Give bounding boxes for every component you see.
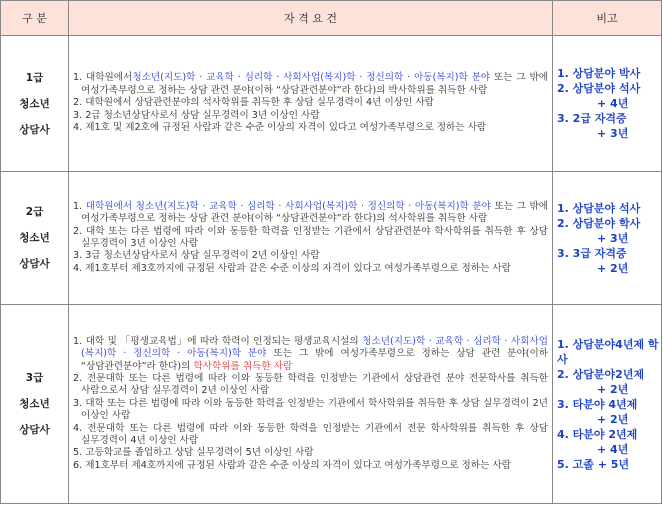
- requirement-number: 1.: [73, 72, 83, 84]
- remark-main: 4. 타분야 2년제: [557, 427, 638, 441]
- grade-row-1: [1, 36, 662, 172]
- requirement-item: [73, 423, 548, 448]
- requirement-item: [73, 110, 548, 122]
- requirement-text: 대학원에서: [82, 72, 133, 84]
- requirement-text: 또는 그 밖에 여성가족부령으로 정하는 상담 관련 분야(이하 “상담관련분야”라 한다)의: [81, 348, 548, 372]
- requirement-text: 또는 그 밖에 여성가족부령으로 정하는 상담 관련 분야(이하 “상담관련분야”라 한다)의 석사학위를 취득한 사람: [81, 200, 548, 225]
- requirement-item: [73, 201, 548, 226]
- grade-title: 상담사: [19, 123, 50, 136]
- remark-item: [557, 367, 661, 397]
- remark-item: [557, 246, 661, 276]
- requirement-number: 5.: [73, 447, 83, 459]
- remark-sub: + 2년: [597, 412, 629, 426]
- remark-main: 2. 상담분야 학사: [557, 216, 641, 230]
- header-requirements: 자 격 요 건: [69, 1, 553, 36]
- requirement-number: 3.: [73, 109, 83, 121]
- requirement-item: [73, 447, 548, 459]
- requirement-item: [73, 373, 548, 398]
- requirement-item: [73, 398, 548, 423]
- requirement-text: 고등학교를 졸업하고 상담 실무경력이 5년 이상인 사람: [82, 447, 314, 459]
- requirement-item: [73, 336, 548, 373]
- requirement-item: [73, 250, 548, 262]
- remark-main: 1. 상담분야 석사: [557, 201, 641, 215]
- remark-item: [557, 427, 661, 457]
- requirement-text: 전문대학 또는 다른 법령에 따라 이와 동등한 학력을 인정받는 기관에서 상담관련 분야 전문학사를 취득한 사람으로서 상담 실무경력이 2년 이상인 사람: [81, 372, 548, 397]
- remark-item: [557, 216, 661, 246]
- requirement-text: 대학 또는 다른 법령에 따라 이와 동등한 학력을 인정받는 기관에서 상담관련분야 학사학위를 취득한 후 상담 실무경력이 3년 이상인 사람: [81, 225, 548, 249]
- grade-level: 1급: [25, 71, 44, 84]
- remark-sub: + 3년: [597, 231, 629, 245]
- requirement-text: 제1호부터 제4호까지에 규정된 사람과 같은 수준 이상의 자격이 있다고 여성가족부령으로 정하는 사람: [82, 459, 511, 471]
- remarks-cell: [553, 36, 662, 172]
- grade-word: 청소년: [19, 232, 50, 244]
- remark-main: 3. 타분야 4년제: [557, 397, 638, 411]
- remark-sub: + 3년: [597, 127, 629, 140]
- remarks-cell: [553, 305, 662, 504]
- grade-label: [1, 172, 69, 305]
- requirement-number: 4.: [73, 262, 83, 274]
- requirement-text: 3급 청소년상담사로서 상담 실무경력이 2년 이상인 사람: [82, 250, 320, 262]
- requirement-text: 대학 및 「평생교육법」에 따라 학력이 인정되는 평생교육시설의: [82, 335, 363, 347]
- remark-item: [557, 337, 661, 367]
- requirements-cell: [69, 172, 553, 305]
- grade-word: 청소년: [19, 398, 50, 410]
- remark-sub: + 4년: [597, 442, 629, 456]
- requirement-item: [73, 122, 548, 134]
- requirement-number: 1.: [73, 335, 83, 347]
- remark-item: [557, 457, 661, 472]
- remark-item: [557, 201, 661, 216]
- grade-title: 상담사: [19, 424, 50, 436]
- requirement-item: [73, 72, 548, 97]
- remark-main: 1. 상담분야 박사: [557, 67, 641, 80]
- requirement-item: [73, 460, 548, 472]
- requirement-item: [73, 226, 548, 251]
- grade-row-2: [1, 172, 662, 305]
- requirement-text: 또는 그 밖에 여성가족부령으로 정하는 상담 관련 분야(이하 “상담관련분야”라 한다)의 박사학위를 취득한 사람: [81, 72, 548, 96]
- remark-main: 1. 상담분야4년제 학사: [557, 337, 659, 366]
- requirement-text: 2급 청소년상담사로서 상담 실무경력이 3년 이상인 사람: [82, 109, 320, 121]
- header-category: 구 분: [1, 1, 69, 36]
- grade-word: 청소년: [19, 97, 50, 110]
- grade-level: 2급: [25, 206, 44, 218]
- requirements-cell: [69, 305, 553, 504]
- grade-level: 3급: [25, 372, 44, 384]
- requirement-text: 전문대학 또는 다른 법령에 따라 이와 동등한 학력을 인정받는 기관에서 전문 학사학위를 취득한 후 상담 실무경력이 4년 이상인 사람: [81, 422, 548, 447]
- requirement-item: [73, 97, 548, 109]
- requirement-number: 2.: [73, 225, 83, 237]
- remark-sub: + 2년: [597, 382, 629, 396]
- requirements-cell: [69, 36, 553, 172]
- grade-title: 상담사: [19, 258, 50, 270]
- header-remarks: 비고: [553, 1, 662, 36]
- remark-main: 5. 고졸 + 5년: [557, 457, 630, 471]
- remark-sub: + 2년: [597, 261, 629, 275]
- remark-item: [557, 397, 661, 427]
- requirement-number: 4.: [73, 422, 83, 434]
- requirement-text: 대학 또는 다른 법령에 따라 이와 동등한 학력을 인정받는 기관에서 학사학위를 취득한 후 상담 실무경력이 2년 이상인 사람: [81, 397, 548, 422]
- requirement-text: 대학원에서 상담관련분야의 석사학위를 취득한 후 상담 실무경력이 4년 이상인 사람: [82, 97, 434, 109]
- requirement-text: 대학원에서 청소년(지도)학 · 교육학 · 심리학 · 사회사업(복지)학 · 정신의학 · 아동(복지)학 분야: [82, 200, 491, 212]
- requirement-number: 6.: [73, 459, 83, 471]
- requirement-item: [73, 263, 548, 275]
- grade-row-3: [1, 305, 662, 504]
- remark-item: [557, 81, 661, 111]
- grade-label: [1, 36, 69, 172]
- remark-main: 3. 3급 자격증: [557, 246, 627, 260]
- remark-main: 2. 상담분야2년제: [557, 367, 645, 381]
- remark-item: [557, 111, 661, 141]
- requirement-number: 4.: [73, 122, 83, 134]
- requirement-number: 3.: [73, 397, 83, 409]
- remark-main: 2. 상담분야 석사: [557, 82, 641, 95]
- remark-item: [557, 66, 661, 81]
- requirement-number: 1.: [73, 200, 83, 212]
- remarks-cell: [553, 172, 662, 305]
- remark-sub: + 4년: [597, 97, 629, 110]
- header-row: [1, 1, 662, 36]
- remark-main: 3. 2급 자격증: [557, 112, 627, 125]
- requirement-number: 2.: [73, 97, 83, 109]
- requirement-text: 제1호 및 제2호에 규정된 사람과 같은 수준 이상의 자격이 있다고 여성가족부령으로 정하는 사람: [82, 122, 487, 134]
- requirement-text: 청소년(지도)학 · 교육학 · 심리학 · 사회사업(복지)학 · 정신의학 · 아동(복지)학 분야: [132, 72, 491, 84]
- grade-label: [1, 305, 69, 504]
- requirement-text: 청소년(지도)학 · 교육학 · 심리학 · 사회사업(복지)학 · 정신의학 · 아동(복지)학 분야: [81, 335, 548, 360]
- requirement-number: 3.: [73, 250, 83, 262]
- requirement-text: 제1호부터 제3호까지에 규정된 사람과 같은 수준 이상의 자격이 있다고 여성가족부령으로 정하는 사람: [82, 262, 511, 274]
- requirement-text: 학사학위를 취득한 사람: [193, 360, 293, 372]
- requirement-number: 2.: [73, 372, 83, 384]
